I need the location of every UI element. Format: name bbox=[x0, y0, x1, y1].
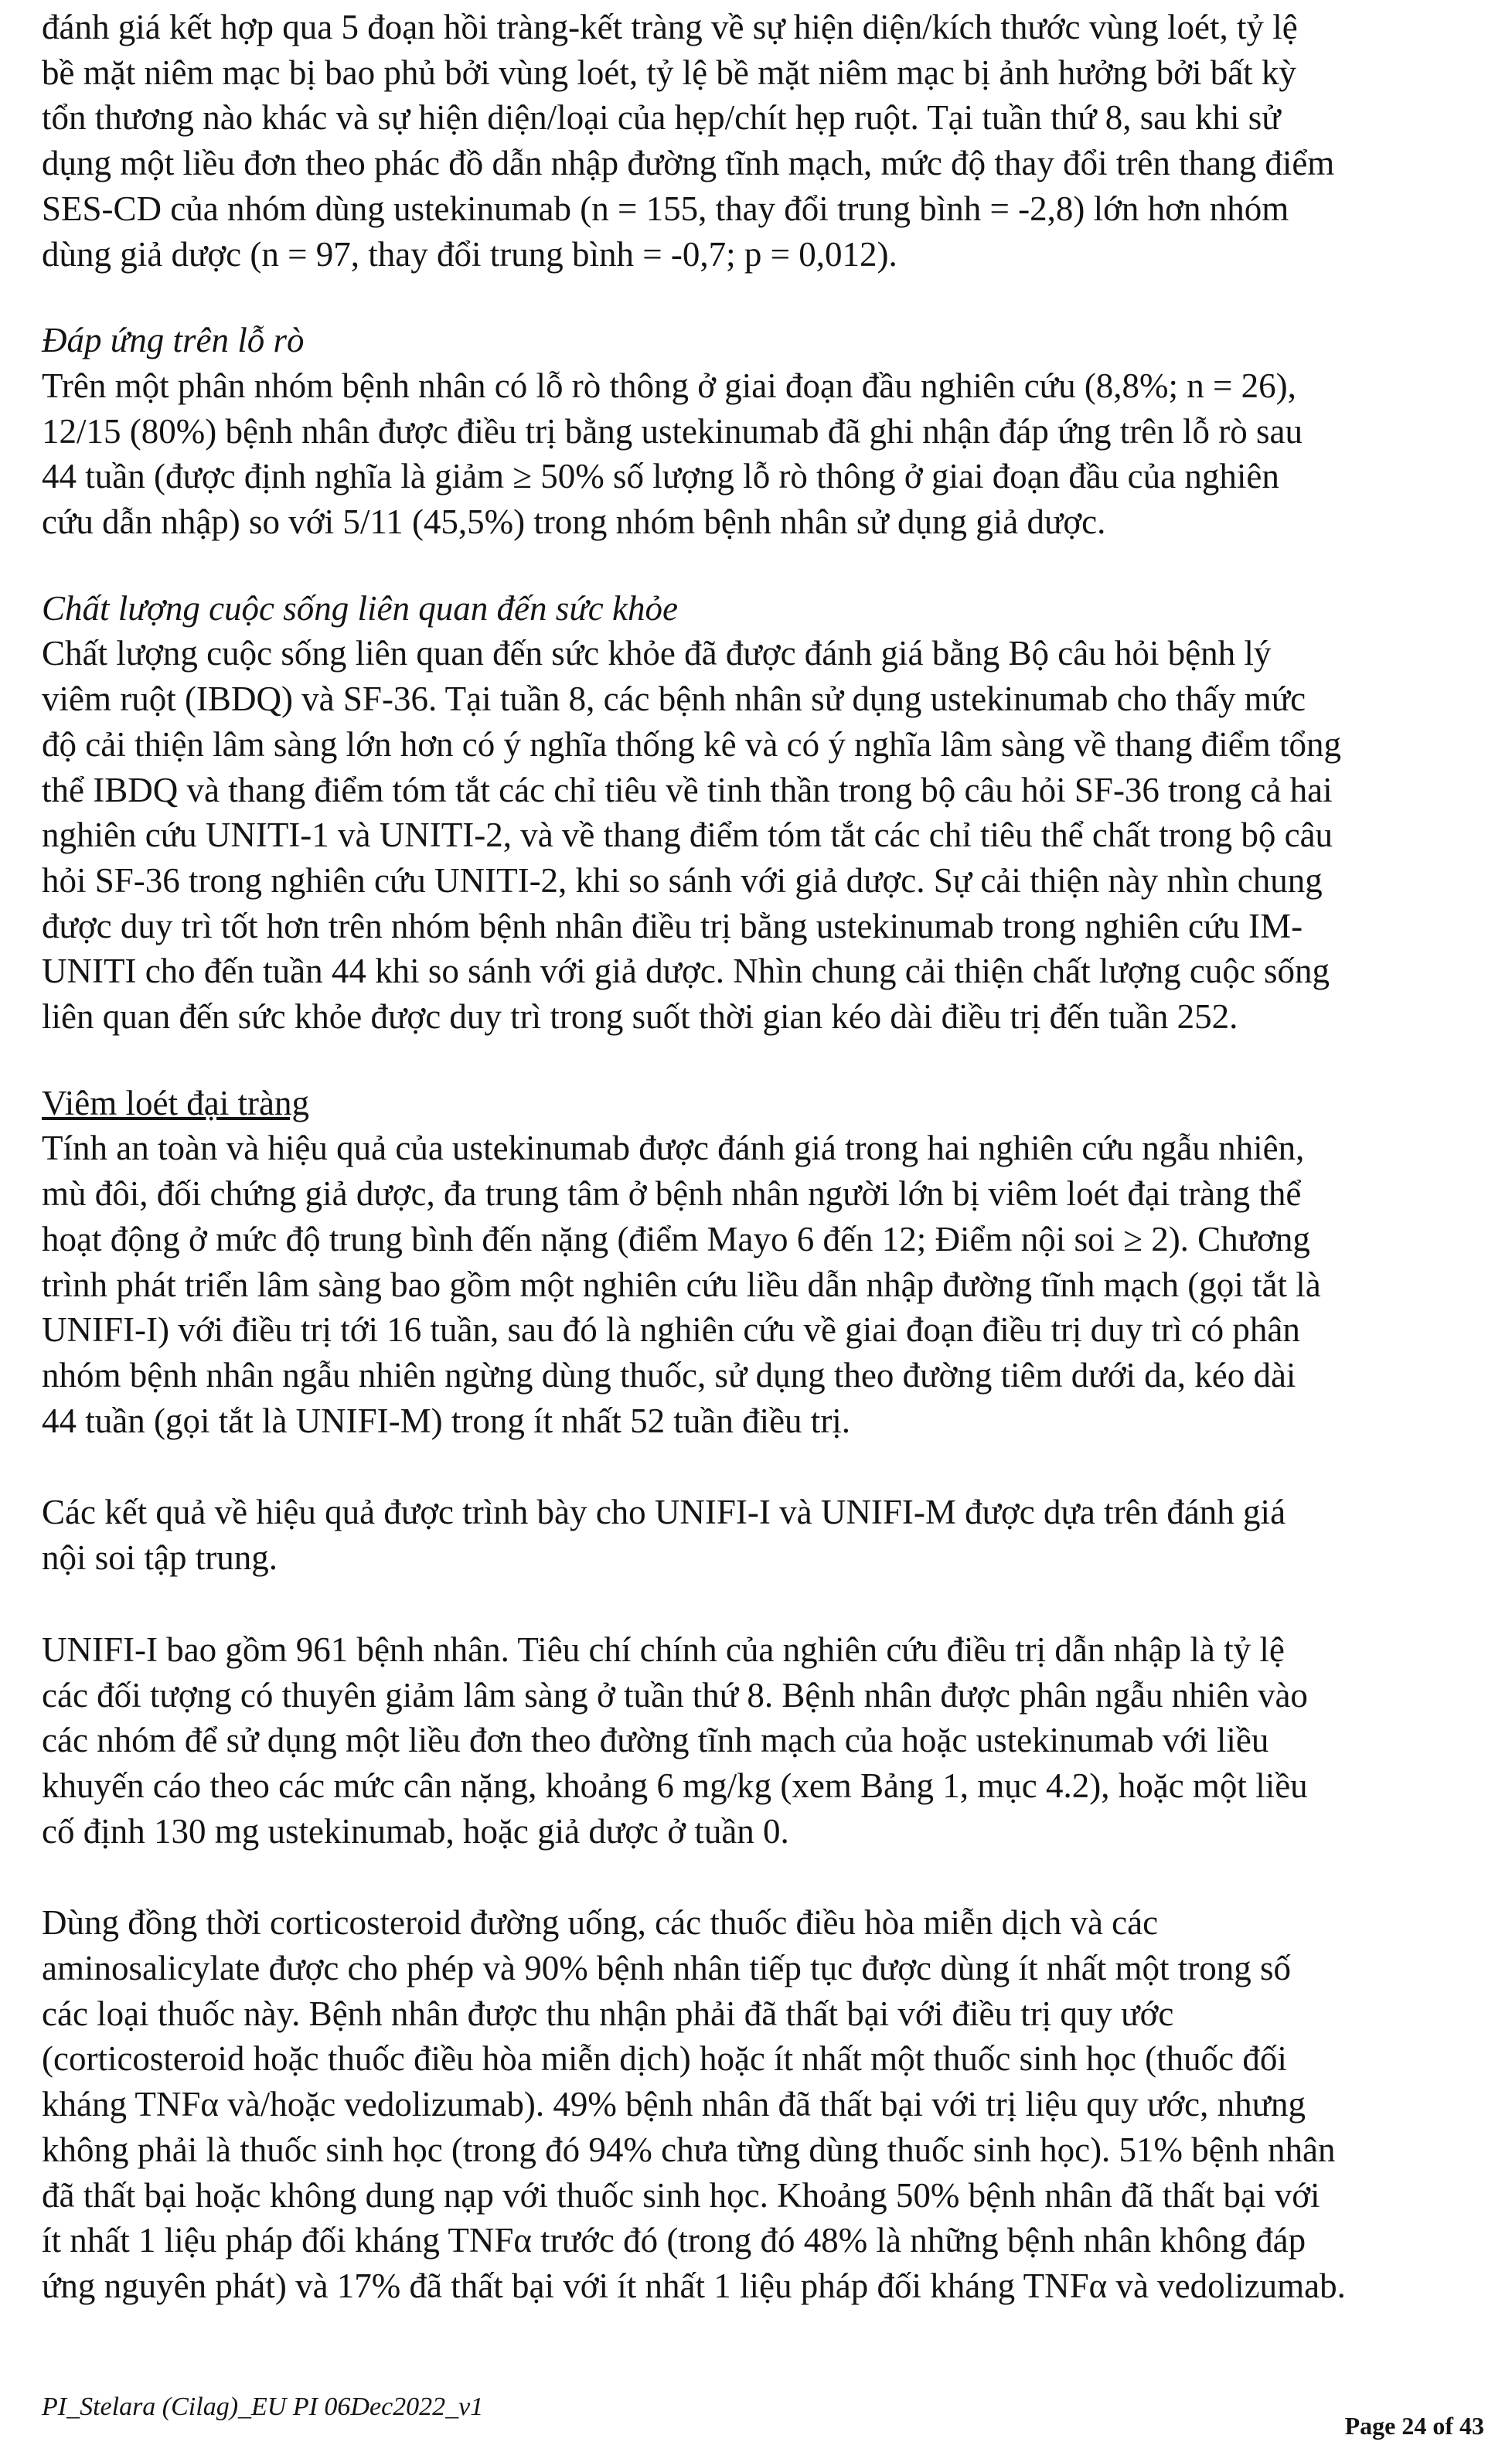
text-line: ít nhất 1 liệu pháp đối kháng TNFα trước đó (trong đó 48% là những bệnh nhân không đáp bbox=[42, 2221, 1306, 2260]
text-line: kháng TNFα và/hoặc vedolizumab). 49% bệnh nhân đã thất bại với trị liệu quy ước, nhưng bbox=[42, 2085, 1306, 2124]
text-line: các loại thuốc này. Bệnh nhân được thu nhận phải đã thất bại với điều trị quy ước bbox=[42, 1994, 1174, 2033]
footer-page-number: Page 24 of 43 bbox=[1344, 2412, 1484, 2440]
text-line: UNIFI-I bao gồm 961 bệnh nhân. Tiêu chí chính của nghiên cứu điều trị dẫn nhập là tỷ lệ bbox=[42, 1630, 1285, 1669]
text-line: UNITI cho đến tuần 44 khi so sánh với giả dược. Nhìn chung cải thiện chất lượng cuộc sống bbox=[42, 952, 1330, 991]
paragraph-unifi-i bbox=[42, 1627, 1480, 1854]
text-line: ứng nguyên phát) và 17% đã thất bại với ít nhất 1 liệu pháp đối kháng TNFα và vedolizumab. bbox=[42, 2266, 1346, 2305]
text-line: tổn thương nào khác và sự hiện diện/loại của hẹp/chít hẹp ruột. Tại tuần thứ 8, sau khi sử bbox=[42, 98, 1281, 138]
text-line: 44 tuần (được định nghĩa là giảm ≥ 50% số lượng lỗ rò thông ở giai đoạn đầu của nghiên bbox=[42, 457, 1279, 496]
text-line: nhóm bệnh nhân ngẫu nhiên ngừng dùng thuốc, sử dụng theo đường tiêm dưới da, kéo dài bbox=[42, 1355, 1296, 1395]
heading-quality-of-life: Chất lượng cuộc sống liên quan đến sức khỏe bbox=[42, 588, 678, 628]
text-line: Tính an toàn và hiệu quả của ustekinumab được đánh giá trong hai nghiên cứu ngẫu nhiên, bbox=[42, 1129, 1305, 1168]
text-line: aminosalicylate được cho phép và 90% bệnh nhân tiếp tục được dùng ít nhất một trong số bbox=[42, 1949, 1292, 1988]
text-line: được duy trì tốt hơn trên nhóm bệnh nhân điều trị bằng ustekinumab trong nghiên cứu IM- bbox=[42, 906, 1303, 945]
text-line: Trên một phân nhóm bệnh nhân có lỗ rò thông ở giai đoạn đầu nghiên cứu (8,8%; n = 26), bbox=[42, 366, 1296, 405]
text-line: hoạt động ở mức độ trung bình đến nặng (điểm Mayo 6 đến 12; Điểm nội soi ≥ 2). Chương bbox=[42, 1219, 1310, 1258]
document-page bbox=[42, 5, 1480, 2309]
text-line: các đối tượng có thuyên giảm lâm sàng ở tuần thứ 8. Bệnh nhân được phân ngẫu nhiên vào bbox=[42, 1675, 1308, 1715]
paragraph-concomitant-therapy bbox=[42, 1900, 1480, 2308]
paragraph-ses-cd bbox=[42, 5, 1480, 277]
text-line: liên quan đến sức khỏe được duy trì trong suốt thời gian kéo dài điều trị đến tuần 252. bbox=[42, 997, 1238, 1037]
paragraph-efficacy-results bbox=[42, 1490, 1480, 1580]
text-line: không phải là thuốc sinh học (trong đó 94% chưa từng dùng thuốc sinh học). 51% bệnh nhân bbox=[42, 2130, 1336, 2169]
text-line: nội soi tập trung. bbox=[42, 1538, 278, 1578]
text-line: khuyến cáo theo các mức cân nặng, khoảng 6 mg/kg (xem Bảng 1, mục 4.2), hoặc một liều bbox=[42, 1766, 1308, 1805]
heading-ulcerative-colitis: Viêm loét đại tràng bbox=[42, 1083, 309, 1122]
text-line: mù đôi, đối chứng giả dược, đa trung tâm ở bệnh nhân người lớn bị viêm loét đại tràng thể bbox=[42, 1174, 1302, 1214]
text-line: dùng giả dược (n = 97, thay đổi trung bình = -0,7; p = 0,012). bbox=[42, 234, 897, 274]
text-line: viêm ruột (IBDQ) và SF-36. Tại tuần 8, các bệnh nhân sử dụng ustekinumab cho thấy mức bbox=[42, 679, 1306, 719]
text-line: độ cải thiện lâm sàng lớn hơn có ý nghĩa thống kê và có ý nghĩa lâm sàng về thang điểm tổng bbox=[42, 724, 1341, 764]
footer-document-id: PI_Stelara (Cilag)_EU PI 06Dec2022_v1 bbox=[42, 2393, 484, 2421]
text-line: cứu dẫn nhập) so với 5/11 (45,5%) trong nhóm bệnh nhân sử dụng giả dược. bbox=[42, 502, 1106, 542]
text-line: trình phát triển lâm sàng bao gồm một nghiên cứu liều dẫn nhập đường tĩnh mạch (gọi tắt là bbox=[42, 1265, 1321, 1304]
text-line: đánh giá kết hợp qua 5 đoạn hồi tràng-kết tràng về sự hiện diện/kích thước vùng loét, tỷ lệ bbox=[42, 8, 1298, 46]
text-line: (corticosteroid hoặc thuốc điều hòa miễn dịch) hoặc ít nhất một thuốc sinh học (thuốc đối bbox=[42, 2039, 1287, 2079]
text-line: Dùng đồng thời corticosteroid đường uống, các thuốc điều hòa miễn dịch và các bbox=[42, 1903, 1159, 1943]
text-line: SES-CD của nhóm dùng ustekinumab (n = 155, thay đổi trung bình = -2,8) lớn hơn nhóm bbox=[42, 189, 1289, 228]
text-line: bề mặt niêm mạc bị bao phủ bởi vùng loét, tỷ lệ bề mặt niêm mạc bị ảnh hưởng bởi bất kỳ bbox=[42, 53, 1296, 92]
text-line: Các kết quả về hiệu quả được trình bày cho UNIFI-I và UNIFI-M được dựa trên đánh giá bbox=[42, 1493, 1286, 1532]
text-line: các nhóm để sử dụng một liều đơn theo đường tĩnh mạch của hoặc ustekinumab với liều bbox=[42, 1721, 1269, 1760]
text-line: Chất lượng cuộc sống liên quan đến sức khỏe đã được đánh giá bằng Bộ câu hỏi bệnh lý bbox=[42, 634, 1272, 673]
text-line: UNIFI-I) với điều trị tới 16 tuần, sau đó là nghiên cứu về giai đoạn điều trị duy trì có phân bbox=[42, 1310, 1300, 1350]
heading-fistula-response: Đáp ứng trên lỗ rò bbox=[42, 321, 305, 360]
text-line: 12/15 (80%) bệnh nhân được điều trị bằng ustekinumab đã ghi nhận đáp ứng trên lỗ rò sau bbox=[42, 411, 1303, 451]
text-line: 44 tuần (gọi tắt là UNIFI-M) trong ít nhất 52 tuần điều trị. bbox=[42, 1401, 851, 1440]
text-line: dụng một liều đơn theo phác đồ dẫn nhập đường tĩnh mạch, mức độ thay đổi trên thang điểm bbox=[42, 144, 1335, 183]
text-line: nghiên cứu UNITI-1 và UNITI-2, và về thang điểm tóm tắt các chỉ tiêu thể chất trong bộ câu bbox=[42, 816, 1333, 855]
text-line: thể IBDQ và thang điểm tóm tắt các chỉ tiêu về tinh thần trong bộ câu hỏi SF-36 trong cả hai bbox=[42, 770, 1333, 809]
text-line: hỏi SF-36 trong nghiên cứu UNITI-2, khi so sánh với giả dược. Sự cải thiện này nhìn chung bbox=[42, 860, 1323, 900]
paragraph-quality-of-life bbox=[42, 631, 1480, 1039]
text-line: cố định 130 mg ustekinumab, hoặc giả dược ở tuần 0. bbox=[42, 1811, 789, 1851]
paragraph-fistula bbox=[42, 363, 1480, 545]
paragraph-uc-intro bbox=[42, 1126, 1480, 1443]
text-line: đã thất bại hoặc không dung nạp với thuốc sinh học. Khoảng 50% bệnh nhân đã thất bại với bbox=[42, 2175, 1320, 2215]
